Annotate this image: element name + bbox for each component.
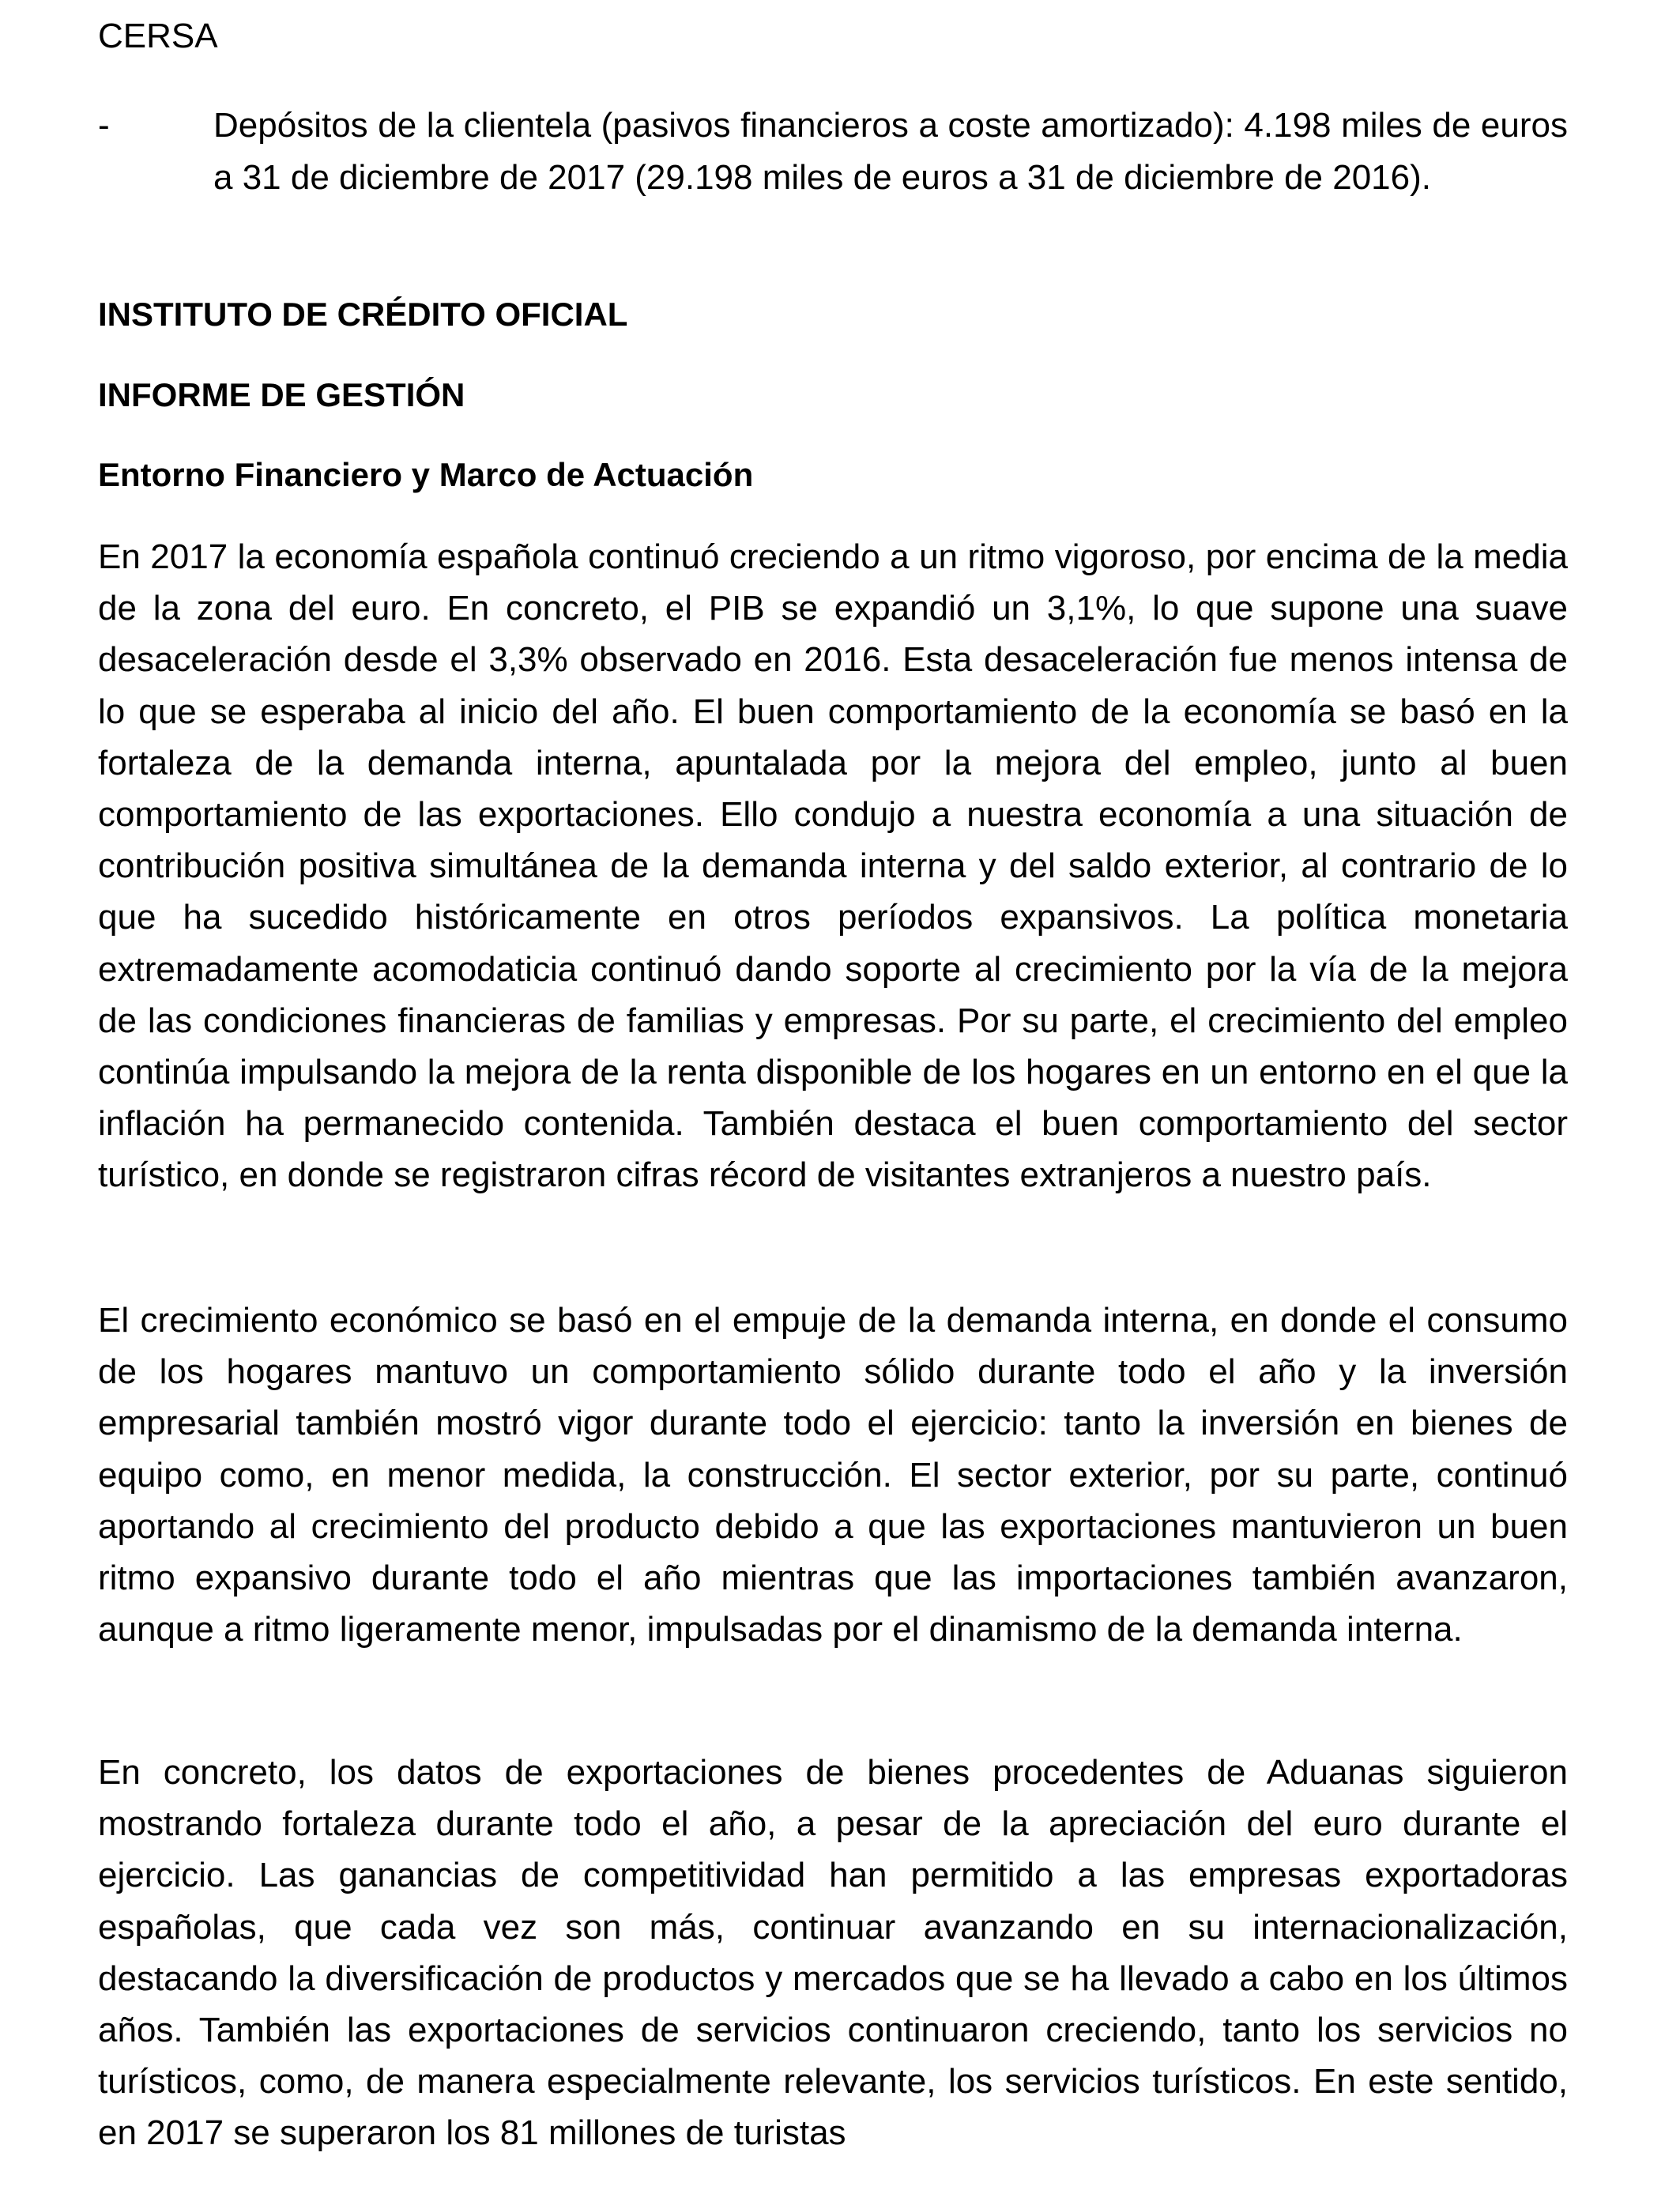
bullet-marker: - <box>98 106 110 145</box>
paragraph-economy-2017: En 2017 la economía española continuó creciendo a un ritmo vigoroso, por encima de la media de la zona del euro. En concreto, el PIB se expandió un 3,1%, lo que supone una suave desaceleración desde el 3,3% observado en 2016. Esta desaceleración fue menos intensa de lo que se esperaba al inicio del año. El buen comportamiento de la economía se basó en la fortaleza de la demanda interna, apuntalada por la mejora del empleo, junto al buen comportamiento de las exportaciones. Ello condujo a nuestra economía a una situación de contribución positiva simultánea de la demanda interna y del saldo exterior, al contrario de lo que ha sucedido históricamente en otros períodos expansivos. La política monetaria extremadamente acomodaticia continuó dando soporte al crecimiento por la vía de la mejora de las condiciones financieras de familias y empresas. Por su parte, el crecimiento del empleo continúa impulsando la mejora de la renta disponible de los hogares en un entorno en el que la inflación ha permanecido contenida. También destaca el buen comportamiento del sector turístico, en donde se registraron cifras récord de visitantes extranjeros a nuestro país. <box>98 537 1568 1195</box>
bullet-text: Depósitos de la clientela (pasivos financieros a coste amortizado): 4.198 miles de euros a 31 de diciembre de 2017 (29.198 miles de euros a 31 de diciembre de 2016). <box>213 106 1568 197</box>
paragraph-domestic-demand: El crecimiento económico se basó en el empuje de la demanda interna, en donde el consumo de los hogares mantuvo un comportamiento sólido durante todo el año y la inversión empresarial también mostró vigor durante todo el ejercicio: tanto la inversión en bienes de equipo como, en menor medida, la construcción. El sector exterior, por su parte, continuó aportando al crecimiento del producto debido a que las exportaciones mantuvieron un buen ritmo expansivo durante todo el año mientras que las importaciones también avanzaron, aunque a ritmo ligeramente menor, impulsadas por el dinamismo de la demanda interna. <box>98 1301 1568 1649</box>
company-name: CERSA <box>98 17 218 55</box>
document-page <box>98 0 1568 2194</box>
institute-heading: INSTITUTO DE CRÉDITO OFICIAL <box>98 296 628 333</box>
paragraph-exports: En concreto, los datos de exportaciones de bienes procedentes de Aduanas siguieron mostrando fortaleza durante todo el año, a pesar de la apreciación del euro durante el ejercicio. Las ganancias de competitividad han permitido a las empresas exportadoras españolas, que cada vez son más, continuar avanzando en su internacionalización, destacando la diversificación de productos y mercados que se ha llevado a cabo en los últimos años. También las exportaciones de servicios continuaron creciendo, tanto los servicios no turísticos, como, de manera especialmente relevante, los servicios turísticos. En este sentido, en 2017 se superaron los 81 millones de turistas <box>98 1753 1568 2153</box>
report-heading: INFORME DE GESTIÓN <box>98 376 465 413</box>
section-heading: Entorno Financiero y Marco de Actuación <box>98 456 754 493</box>
